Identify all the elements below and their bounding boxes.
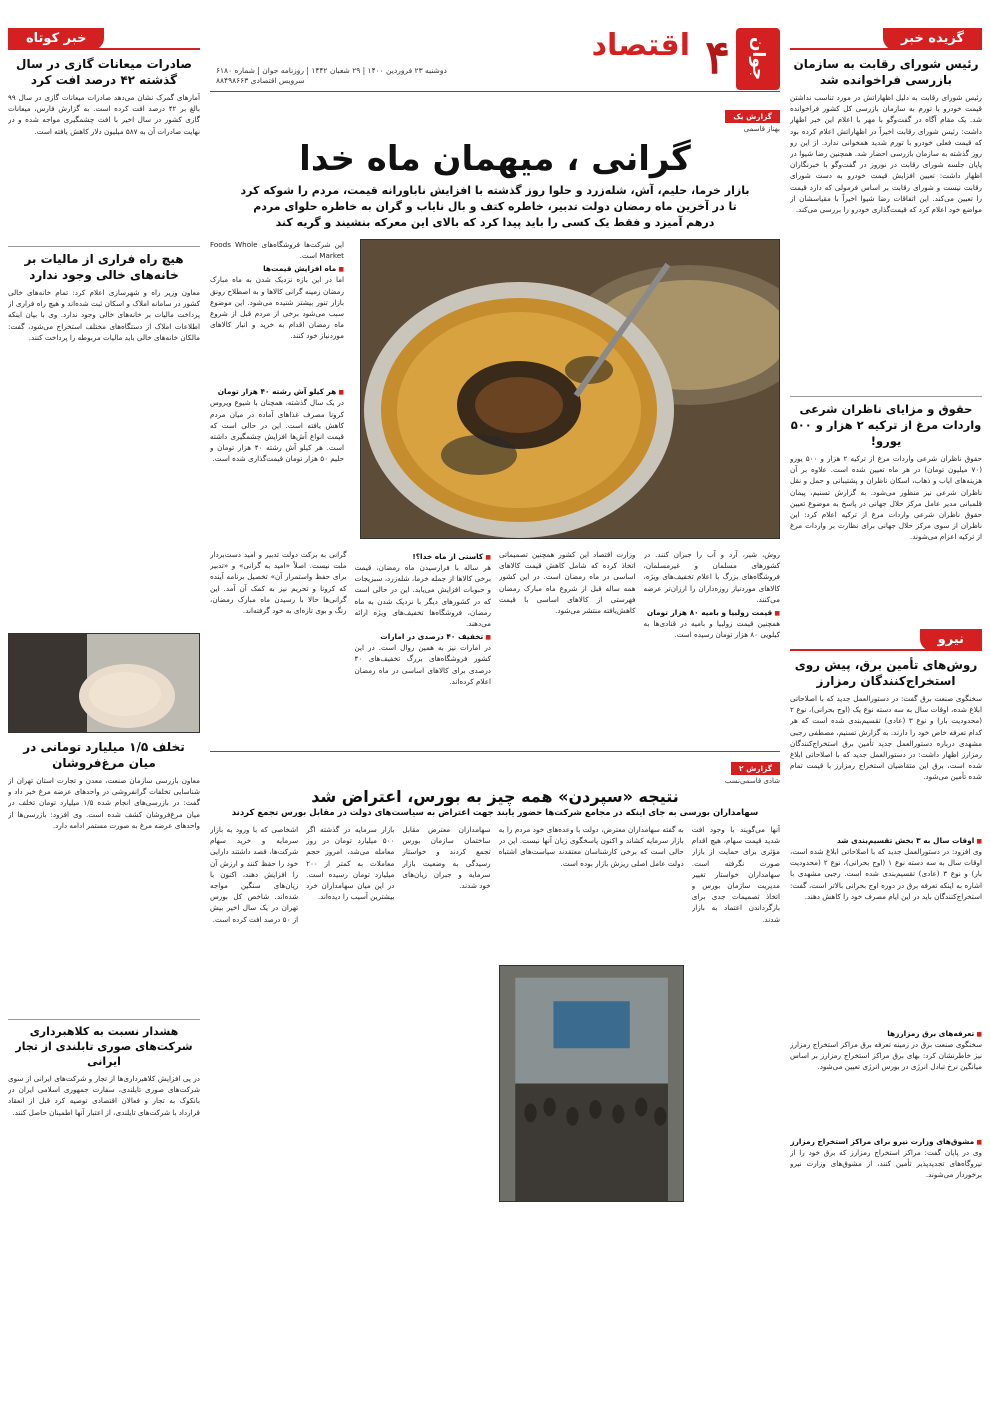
report-tag: گزارش ۲	[731, 762, 780, 775]
body-column	[499, 549, 636, 747]
body-column	[402, 824, 490, 1202]
body-text: اشخاصی که با ورود به بازار سرمایه و خرید سهام شرکت‌ها، قصد داشتند دارایی خود را حفظ کنند و ارزش آن را افزایش دهند، اکنون با زیان‌های سنگین مواجه شده‌اند. شاخص کل بورس تهران در یک سال اخیر بیش از ۵۰ درصد افت کرده است.	[210, 825, 299, 924]
divider	[210, 751, 780, 752]
report2-headline: نتیجه «سپردن» همه چیز به بورس، اعتراض شد	[311, 787, 679, 806]
short-news-banner-label: خبر کوتاه	[8, 28, 104, 50]
page-number: ۴	[705, 30, 730, 84]
report-tag: گزارش یک	[725, 110, 780, 123]
body-text: هر ساله با فرارسیدن ماه رمضان، قیمت برخی کالاها از جمله خرما، شله‌زرد، سبزیجات و حبوبات افزایش می‌یابد. این در حالی است که در کشورهای دیگر با نزدیک شدن به ماه رمضان، فروشگاه‌ها تخفیف‌های ویژه ارائه می‌دهند.	[354, 563, 491, 629]
news-item-title: حقوق و مزایای ناظران شرعی واردات مرغ از ترکیه ۲ هزار و ۵۰۰ یورو!	[790, 402, 982, 448]
news-item-body: رئیس شورای رقابت به دلیل اظهاراتش در مورد تناسب‌ نداشتن قیمت خودرو با تورم به سازمان بازرسی کل کشور فراخوانده شد. یک مقام آگاه در گفت‌وگو با مهر با اعلام این خبر اظهار داشت: رئیس شورای رقابت اخیراً در اظهاراتش اعلام کرده بود که قیمت فعلی خودرو با تورم شدید همخوانی ندارد. از این رو روز گذشته به سازمان بازرسی احضار شد. همچنین رضا شیوا در پایان جلسه شورای رقابت در نوروز در گفت‌وگو با خبرنگاران اظهار داشت: تعیین افزایش قیمت خودرو به دست شورای رقابت نیست و شورای رقابت بر اساس فرمولی که دارد قیمت را تعیین می‌کند. این اتفاقات رضا شیوا اخیراً با مقیاسشان از مواضع خود اعلام کرد که قیمت‌گذاری خودرو را بررسی می‌کند.	[790, 93, 982, 215]
energy-banner-label: نیرو	[920, 629, 982, 651]
author: بهناز قاسمی	[743, 125, 780, 133]
report2-body	[210, 824, 780, 1202]
body-column	[306, 824, 394, 1202]
chicken-illustration	[8, 634, 199, 733]
subheading: ■ تعرفه‌های برق رمزارزها	[790, 1029, 982, 1038]
javan-logo: جوان	[736, 28, 780, 90]
news-brief-banner-label: گزیده خبر	[883, 28, 982, 50]
news-item-body: حقوق ناظران شرعی واردات مرغ از ترکیه ۲ هزار و ۵۰۰ یورو (۷۰ میلیون تومان) در هر ماه تعیین شده است. علاوه بر آن هزینه‌های ایاب و ذهاب، اسکان ناظران و پشتیبانی و حمل و نقل ناظران شرعی نیز منظور می‌شود. به گزارش تسنیم، پیمان قلمبانی مدیر عامل مرکز حلال جهانی در پاسخ به موضوع تعیین حقوق ناظران شرعی واردات مرغ از ترکیه اعلام کرد: این ناظران از سوی مرکز حلال جهانی برای نظارت بر واردات مرغ از ترکیه اعزام می‌شوند.	[790, 454, 982, 542]
lead-side-text	[210, 239, 344, 539]
ash-soup-illustration	[360, 240, 779, 539]
subheading: ■ قیمت زولبیا و بامیه ۸۰ هزار تومان	[644, 608, 781, 617]
subheading: ■ تخفیف ۴۰ درصدی در امارات	[355, 632, 492, 641]
energy-banner	[790, 629, 982, 651]
subheading: ■ اوقات سال به ۳ بخش تقسیم‌بندی شد	[790, 836, 982, 845]
news-item-title: صادرات میعانات گازی در سال گذشته ۴۲ درصد افت کرد	[16, 57, 192, 87]
lead-area	[210, 239, 780, 539]
news-item-title: رئیس شورای رقابت به سازمان بازرسی فراخوانده شد	[793, 57, 979, 87]
author: شادی قاسمی‌نسب	[724, 777, 780, 785]
subheading: ■ مشوق‌های وزارت نیرو برای مراکز استخراج رمزارز	[790, 1137, 982, 1146]
side-body: اما در این بازه نزدیک شدن به ماه مبارک رمضان زمینه گرانی کالاها و به اصطلاح رونق بازار تنور بیشتر شنیده می‌شود. این موضوع سبب می‌شود برخی از مردم قبل از شروع ماه رمضان اقدام به خرید و انبار کالاهای موردنیاز خود کنند.	[210, 275, 344, 341]
news-item-title: هشدار نسبت به کلاهبرداری شرکت‌های صوری تابلندی از تجار ایرانی	[15, 1025, 193, 1068]
lead-headline: گرانی ، میهمان ماه خدا	[299, 139, 691, 179]
body-text: روش، شیر، آرد و آب را جبران کنند. در کشورهای مسلمان و غیرمسلمان، فروشگاه‌های بزرگ با اعلام تخفیف‌های ویژه، کالاهای موردنیاز روزه‌داران را ارزان‌تر عرضه می‌کنند.	[643, 550, 780, 604]
news-item-body: وی در پایان گفت: مراکز استخراج رمزارز که برق خود را از نیروگاه‌های تجدیدپذیر تأمین کنند، از مشوق‌های وزارت نیرو برخوردار می‌شوند.	[790, 1148, 982, 1180]
side-intro: این شرکت‌ها فروشگاه‌های Foods Whole Market است.	[210, 240, 344, 261]
stock-protest-photo	[499, 965, 684, 1202]
report2-subheadline: سهامداران بورسی به جای اینکه در مجامع شرکت‌ها حضور یابند جهت اعتراض به سیاست‌های دولت در مقابل بورس تجمع کردند	[231, 808, 759, 818]
news-item-body: سخنگوی صنعت برق گفت: در دستورالعمل جدید که با اصلاحاتی ابلاغ شده، اوقات سال به سه دسته نوع یک (اوج بحرانی)، نوع ۲ (محدودیت بار) و نوع ۳ (عادی) تقسیم‌بندی شده است که هر کدام تعرفه خاص خود را دارند. به گزارش تسنیم، مصطفی رجبی مشهدی درباره دستورالعمل جدید تأمین برق استخراج‌کنندگان رمزارز اظهار داشت: در دستورالعمل جدید که با اصلاحاتی ابلاغ شده است، برق این متقاضیان استخراج رمزارز با قیمت تمام شده تأمین می‌شود.	[790, 694, 982, 782]
report-header	[210, 104, 780, 133]
dateline: دوشنبه ۲۳ فروردین ۱۴۰۰ | ۲۹ شعبان ۱۴۴۲ | روزنامه جوان | شماره ۶۱۸۰	[216, 66, 447, 75]
body-column	[692, 824, 780, 1202]
body-column	[355, 549, 492, 747]
divider	[8, 1019, 200, 1020]
news-item-body: معاون بازرسی سازمان صنعت، معدن و تجارت استان تهران از شناسایی تخلفات گرانفروشی در واحدهای عرضه مرغ خبر داد و گفت: در بازرسی‌های انجام شده ۱/۵ میلیارد تومان تخلف در میان مرغ‌فروشان کشف شده است. وی افزود: بازرسی‌ها از واحدهای عرضه مرغ به صورت مستمر ادامه دارد.	[8, 776, 200, 830]
body-column	[499, 824, 684, 1202]
short-news-banner	[8, 28, 200, 50]
side-body: در یک سال گذشته، همچنان با شیوع ویروس کرونا مصرف غذاهای آماده در میان مردم کاهش یافته است. این در حالی است که قیمت انواع آش‌ها افزایش چشمگیری داشته است. هر کیلو آش رشته ۴۰ هزار تومان و حلیم ۵۰ هزار تومان قیمت‌گذاری شده است.	[210, 398, 344, 464]
news-item-title: هیچ راه فراری از مالیات بر خانه‌های خالی وجود ندارد	[24, 252, 184, 282]
news-item-body: سخنگوی صنعت برق در زمینه تعرفه برق مراکز استخراج رمزارز نیز خاطرنشان کرد: بهای برق مراکز استخراج رمزارز بر اساس میانگین نرخ تبادل انرژی در بورس انرژی تعیین می‌شود.	[790, 1040, 982, 1072]
center-content	[210, 28, 780, 1395]
subheading: ■ هر کیلو آش رشته ۴۰ هزار تومان	[210, 387, 344, 396]
right-news-column	[790, 28, 982, 1395]
news-brief-banner	[790, 28, 982, 50]
body-column	[210, 824, 298, 1202]
body-text: به گفته سهامداران معترض، دولت با وعده‌های خود مردم را به بازار سرمایه کشاند و اکنون پاسخگوی زیان آنها نیست. این در حالی است که برخی کارشناسان معتقدند سیاست‌های اشتباه دولت عامل اصلی ریزش بازار بوده است.	[498, 825, 684, 868]
lead-body-columns	[210, 549, 780, 747]
report2-header	[210, 756, 780, 785]
news-item-body: وی افزود: در دستورالعمل جدید که با اصلاحاتی ابلاغ شده است، اوقات سال به سه دسته نوع ۱ (اوج بحرانی)، نوع ۲ (محدودیت بار) و نوع ۳ (عادی) تقسیم‌بندی شده است. رجبی مشهدی با اشاره به اینکه تعرفه برق در دوره اوج بحرانی بالاتر است، گفت: استخراج‌کنندگان باید در این ایام مصرف خود را کاهش دهند.	[790, 847, 982, 901]
news-item-body: در پی افزایش کلاهبرداری‌ها از تجار و شرکت‌های ایرانی از سوی شرکت‌های صوری تایلندی، سفارت جمهوری اسلامی ایران در بانکوک به تجار و فعالان اقتصادی توصیه کرد قبل از انعقاد قرارداد با شرکت‌های تایلندی، از اعتبار آنها اطمینان حاصل کنند.	[8, 1074, 200, 1117]
protest-illustration	[500, 966, 683, 1201]
body-text: گرانی به برکت دولت تدبیر و امید دست‌بردار ملت نیست. اصلاً «امید به گرانی» و «تدبیر برای حفظ واستمرار آن» تخصیل برنامه آینده که کرونا و تحریم نیز به کمک آن آمد. این گرانی‌ها حالا با رسیدن ماه مبارک رمضان، رنگ و بوی تازه‌ای به خود گرفته‌اند.	[210, 550, 347, 616]
body-column	[210, 549, 347, 747]
divider	[8, 246, 200, 247]
editor-line: سرویس اقتصادی ۸۸۴۹۸۶۶۳	[216, 76, 305, 85]
news-item-body: آمارهای گمرک نشان می‌دهد صادرات میعانات گازی در سال ۹۹ بالغ بر ۴۲ درصد افت کرده است. به گزارش فارس، میعانات گازی کشور در سال اخیر با افت چشمگیری مواجه شده و در نهایت صادرات آن به ۵۸۷ میلیون دلار کاهش یافته است.	[8, 93, 200, 136]
ash-soup-photo	[360, 239, 780, 539]
news-item-body: معاون وزیر راه و شهرسازی اعلام کرد: تمام خانه‌های خالی کشور در سامانه املاک و اسکان ثبت شده‌اند و هیچ راه فراری از پرداخت مالیات بر خانه‌های خالی وجود ندارد. وی با بیان اینکه اطلاعات املاک از دستگاه‌های مختلف استخراج می‌شود، گفت: مالکان خانه‌های خالی باید مالیات مربوطه را پرداخت کنند.	[8, 288, 200, 342]
subheading: ■ ماه افزایش قیمت‌ها	[210, 264, 344, 273]
body-text: وزارت اقتصاد این کشور همچنین تصمیماتی اتخاذ کرده که شامل کاهش قیمت کالاهای اساسی در ماه رمضان است. در این کشور همه ساله قبل از شروع ماه مبارک رمضان فهرستی از کالاهای اساسی با قیمت کاهش‌یافته منتشر می‌شود.	[499, 550, 636, 616]
masthead	[210, 28, 780, 92]
news-item-title: تخلف ۱/۵ میلیارد تومانی در میان مرغ‌فروشان	[23, 740, 185, 770]
lead-subheadline: بازار خرما، حلیم، آش، شله‌زرد و حلوا روز گذشته با افزایش ناباورانه قیمت، مردم را شوکه کرد تا در آخرین ماه رمضان دولت تدبیر، خاطره کتف و بال نایاب و گران به خاطره حلوای مردم درهم آمیزد و فقط یک کسی را باید پیدا کرد که بالای این معرکه بنشیند و گریه کند	[240, 184, 750, 229]
chicken-shop-photo	[8, 633, 200, 733]
news-item-title: روش‌های تأمین برق، پیش روی استخراج‌کنندگان رمزارز	[794, 658, 978, 688]
body-text: بازار سرمایه در گذشته اگر ۵۰۰ میلیارد تومان در روز معامله می‌شد، امروز حجم معاملات به کمتر از ۲۰۰ میلیارد تومان رسیده است. در این میان سهامداران خرد بیشترین آسیب را دیده‌اند.	[306, 825, 395, 902]
body-text: آنها می‌گویند با وجود افت شدید قیمت سهام، هیچ اقدام مؤثری برای حمایت از بازار صورت نگرفته است. سهامداران خواستار تغییر مدیریت سازمان بورس و اتخاذ تصمیمات جدی برای بازگرداندن اعتماد به بازار شدند.	[691, 825, 780, 924]
left-news-column	[8, 28, 200, 1395]
body-text: در امارات نیز به همین روال است. در این کشور فروشگاه‌های بزرگ تخفیف‌های ۴۰ درصدی برای کالاهای اساسی در ماه رمضان اعلام کرده‌اند.	[354, 643, 491, 686]
body-text: همچنین قیمت زولبیا و بامیه در قنادی‌ها به کیلویی ۸۰ هزار تومان رسیده است.	[643, 619, 780, 640]
subheading: ■ کاستی از ماه خدا؟!	[355, 552, 492, 561]
divider	[790, 396, 982, 397]
body-column	[644, 549, 781, 747]
body-text: سهامداران معترض مقابل ساختمان سازمان بورس تجمع کردند و خواستار رسیدگی به وضعیت بازار سرمایه و جبران زیان‌های خود شدند.	[402, 825, 491, 891]
section-title: اقتصاد	[591, 28, 690, 63]
